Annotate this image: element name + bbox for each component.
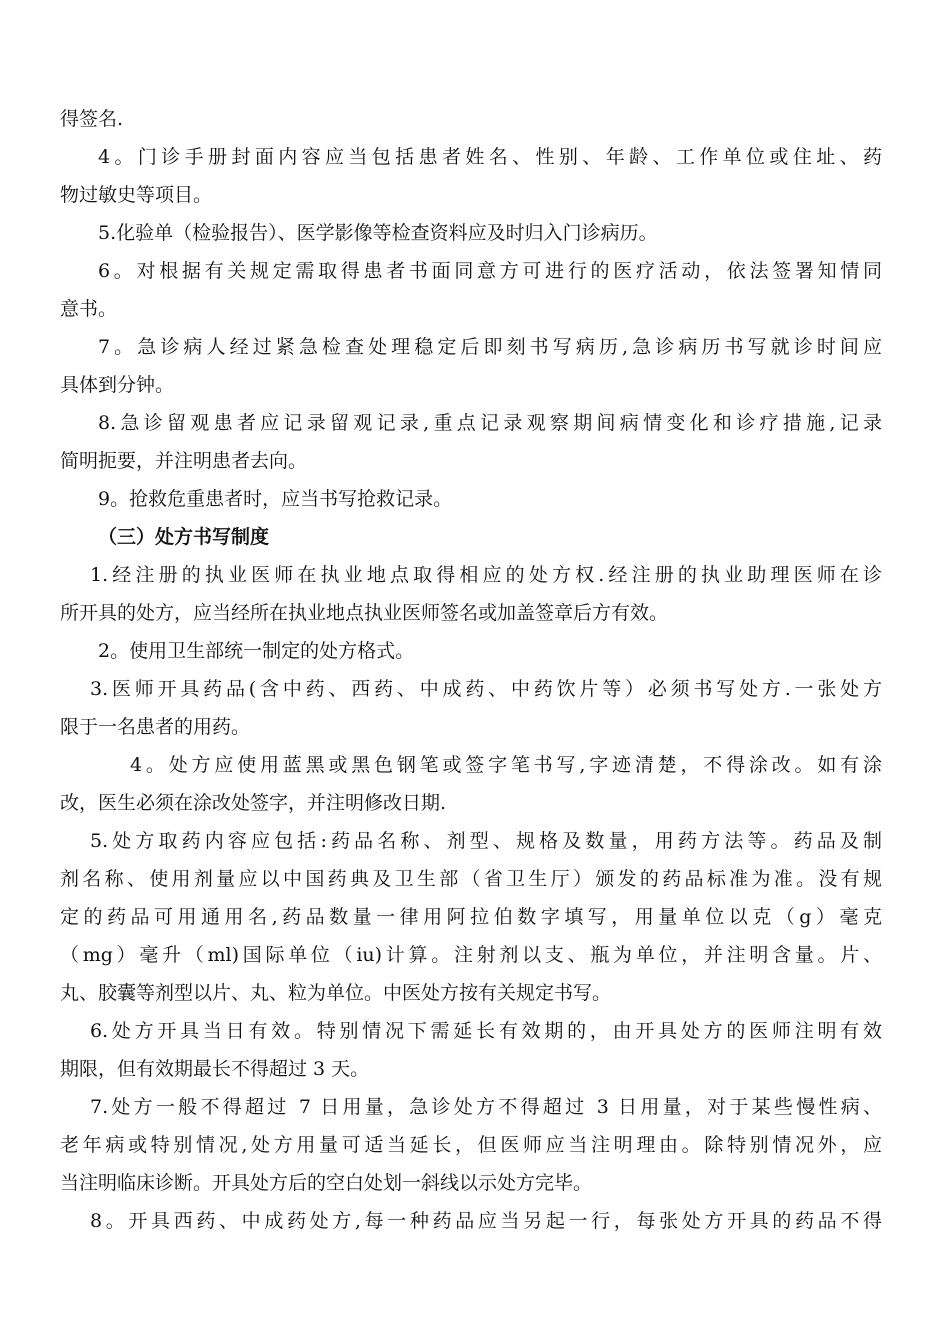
text-line: 得签名. — [60, 108, 124, 130]
text-line: 4。门诊手册封面内容应当包括患者姓名、性别、年龄、工作单位或住址、药 — [98, 146, 882, 168]
text-line: 2。使用卫生部统一制定的处方格式。 — [98, 640, 415, 662]
text-line: 6.处方开具当日有效。特别情况下需延长有效期的，由开具处方的医师注明有效 — [90, 1020, 882, 1042]
text-line: 所开具的处方，应当经所在执业地点执业医师签名或加盖签章后方有效。 — [60, 602, 669, 624]
text-line: 7.处方一般不得超过 7 日用量，急诊处方不得超过 3 日用量，对于某些慢性病、 — [90, 1096, 882, 1118]
text-line: 限于一名患者的用药。 — [60, 716, 251, 738]
text-line: （mg）毫升（ml)国际单位（iu)计算。注射剂以支、瓶为单位，并注明含量。片、 — [60, 944, 882, 966]
text-line: 老年病或特别情况,处方用量可适当延长，但医师应当注明理由。除特别情况外，应 — [60, 1134, 882, 1156]
text-line: 剂名称、使用剂量应以中国药典及卫生部（省卫生厅）颁发的药品标准为准。没有规 — [60, 868, 882, 890]
text-line: 简明扼要，并注明患者去向。 — [60, 450, 308, 472]
text-line: 9。抢救危重患者时，应当书写抢救记录。 — [98, 488, 453, 510]
text-line: 当注明临床诊断。开具处方后的空白处划一斜线以示处方完毕。 — [60, 1172, 593, 1194]
text-line: 6。对根据有关规定需取得患者书面同意方可进行的医疗活动，依法签署知情同 — [98, 260, 882, 282]
text-line: 5.化验单（检验报告）、医学影像等检查资料应及时归入门诊病历。 — [98, 222, 658, 244]
text-line: 具体到分钟。 — [60, 374, 175, 396]
text-line: 意书。 — [60, 298, 118, 320]
text-line: 丸、胶囊等剂型以片、丸、粒为单位。中医处方按有关规定书写。 — [60, 982, 612, 1004]
text-line: 7。急诊病人经过紧急检查处理稳定后即刻书写病历,急诊病历书写就诊时间应 — [98, 336, 882, 358]
text-line: 改，医生必须在涂改处签字，并注明修改日期. — [60, 792, 447, 814]
text-line: 期限，但有效期最长不得超过 3 天。 — [60, 1058, 370, 1080]
document-page — [60, 100, 882, 1240]
section-heading: （三）处方书写制度 — [98, 526, 270, 548]
text-line: 8.急诊留观患者应记录留观记录,重点记录观察期间病情变化和诊疗措施,记录 — [98, 412, 882, 434]
text-line: 3.医师开具药品(含中药、西药、中成药、中药饮片等）必须书写处方.一张处方 — [90, 678, 882, 700]
text-line: 8。开具西药、中成药处方,每一种药品应当另起一行，每张处方开具的药品不得 — [90, 1210, 882, 1232]
text-line: 物过敏史等项目。 — [60, 184, 213, 206]
text-line: 4。处方应使用蓝黑或黑色钢笔或签字笔书写,字迹清楚，不得涂改。如有涂 — [130, 754, 882, 776]
text-line: 5.处方取药内容应包括:药品名称、剂型、规格及数量，用药方法等。药品及制 — [90, 830, 882, 852]
text-line: 定的药品可用通用名,药品数量一律用阿拉伯数字填写，用量单位以克（g）毫克 — [60, 906, 882, 928]
text-line: 1.经注册的执业医师在执业地点取得相应的处方权.经注册的执业助理医师在诊 — [90, 564, 882, 586]
